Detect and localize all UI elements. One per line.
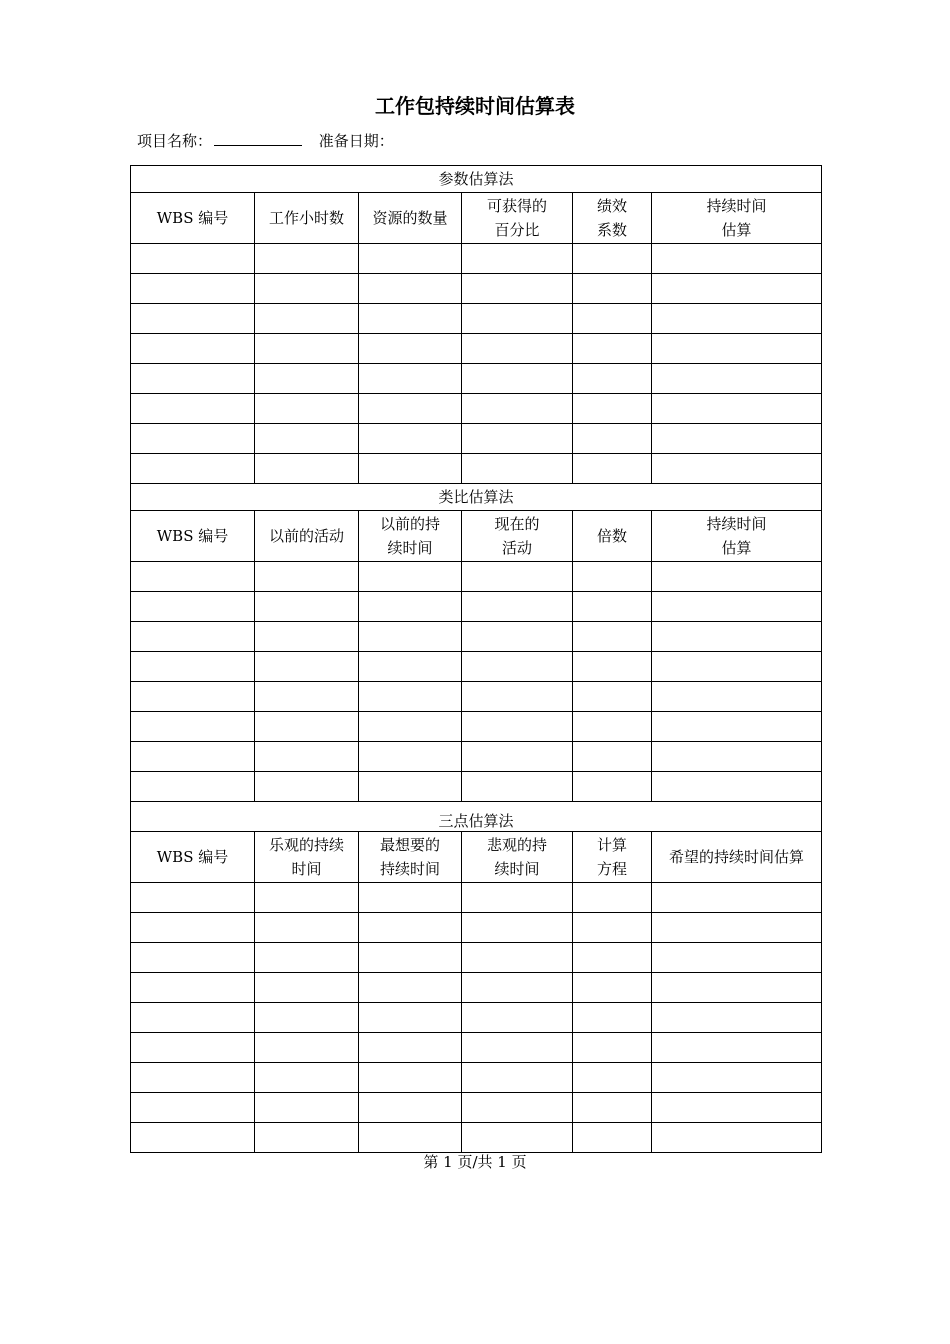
column-header-line: 续时间 [387, 539, 433, 557]
table-cell[interactable] [359, 1093, 462, 1123]
table-cell[interactable] [359, 943, 462, 973]
analogous-section-row [131, 484, 822, 511]
column-header-line: 可获得的 [486, 197, 547, 215]
table-cell[interactable] [255, 913, 359, 943]
section-title-text: 三点估算法 [438, 812, 514, 830]
table-row [131, 712, 822, 742]
table-row [131, 304, 822, 334]
table-cell[interactable] [131, 394, 255, 424]
table-row [131, 973, 822, 1003]
table-cell[interactable] [359, 274, 462, 304]
table-cell[interactable] [573, 943, 652, 973]
table-cell[interactable] [462, 334, 573, 364]
column-header [255, 832, 359, 883]
table-cell[interactable] [652, 394, 822, 424]
table-cell[interactable] [131, 772, 255, 802]
table-row [131, 943, 822, 973]
page-footer: 第 1 页/共 1 页 [423, 1153, 527, 1171]
table-cell[interactable] [359, 304, 462, 334]
table-cell[interactable] [255, 1033, 359, 1063]
column-header-line: 工作小时数 [268, 209, 344, 227]
section-title-text: 参数估算法 [438, 170, 514, 188]
table-row [131, 682, 822, 712]
table-cell[interactable] [255, 772, 359, 802]
parametric-header-row [131, 193, 822, 244]
table-cell[interactable] [255, 562, 359, 592]
table-cell[interactable] [573, 274, 652, 304]
table-cell[interactable] [131, 1033, 255, 1063]
table-cell[interactable] [462, 943, 573, 973]
table-cell[interactable] [255, 1123, 359, 1153]
table-cell[interactable] [131, 424, 255, 454]
table-cell[interactable] [462, 1033, 573, 1063]
table-cell[interactable] [255, 364, 359, 394]
table-cell[interactable] [131, 622, 255, 652]
project-name-label: 项目名称： [137, 132, 213, 150]
table-cell[interactable] [652, 883, 822, 913]
column-header-line: 持续时间 [706, 515, 767, 533]
table-cell[interactable] [462, 274, 573, 304]
table-cell[interactable] [359, 244, 462, 274]
table-cell[interactable] [131, 244, 255, 274]
table-cell[interactable] [359, 913, 462, 943]
table-cell[interactable] [131, 712, 255, 742]
column-header-line: 持续时间 [706, 197, 767, 215]
table-cell[interactable] [462, 883, 573, 913]
table-cell[interactable] [255, 394, 359, 424]
column-header [255, 511, 359, 562]
table-cell[interactable] [359, 682, 462, 712]
page-title: 工作包持续时间估算表 [375, 94, 575, 118]
table-row [131, 454, 822, 484]
table-row [131, 274, 822, 304]
column-header [652, 832, 822, 883]
parametric-section-title [131, 166, 822, 193]
table-cell[interactable] [652, 1063, 822, 1093]
table-cell[interactable] [255, 304, 359, 334]
table-cell[interactable] [573, 913, 652, 943]
table-cell[interactable] [255, 1093, 359, 1123]
table-cell[interactable] [573, 592, 652, 622]
table-cell[interactable] [652, 304, 822, 334]
table-cell[interactable] [652, 712, 822, 742]
table-cell[interactable] [573, 1093, 652, 1123]
table-cell[interactable] [573, 742, 652, 772]
section-title-text: 类比估算法 [438, 488, 514, 506]
column-header [131, 832, 255, 883]
table-row [131, 622, 822, 652]
table-cell[interactable] [255, 652, 359, 682]
column-header-line: 活动 [501, 539, 532, 557]
table-cell[interactable] [359, 652, 462, 682]
three-point-header-row [131, 832, 822, 883]
table-cell[interactable] [131, 682, 255, 712]
table-cell[interactable] [462, 244, 573, 274]
table-cell[interactable] [131, 454, 255, 484]
column-header [573, 832, 652, 883]
table-row [131, 394, 822, 424]
column-header [462, 193, 573, 244]
column-header [652, 511, 822, 562]
table-cell[interactable] [131, 334, 255, 364]
table-row [131, 1063, 822, 1093]
table-cell[interactable] [359, 424, 462, 454]
table-cell[interactable] [652, 592, 822, 622]
table-cell[interactable] [573, 1123, 652, 1153]
column-header-line: WBS 编号 [156, 848, 229, 866]
table-cell[interactable] [573, 244, 652, 274]
column-header-line: 计算 [596, 836, 627, 854]
table-cell[interactable] [652, 1093, 822, 1123]
column-header-line: 续时间 [494, 860, 540, 878]
table-cell[interactable] [255, 334, 359, 364]
column-header-line: 持续时间 [379, 860, 440, 878]
table-cell[interactable] [652, 772, 822, 802]
table-cell[interactable] [573, 454, 652, 484]
table-cell[interactable] [573, 652, 652, 682]
table-cell[interactable] [255, 274, 359, 304]
table-cell[interactable] [131, 1003, 255, 1033]
table-cell[interactable] [652, 454, 822, 484]
table-cell[interactable] [255, 712, 359, 742]
table-cell[interactable] [359, 394, 462, 424]
table-cell[interactable] [573, 682, 652, 712]
table-row [131, 1003, 822, 1033]
three-point-section-title [131, 802, 822, 832]
column-header-line: 乐观的持续 [268, 836, 344, 854]
column-header-line: 时间 [291, 860, 322, 878]
table-cell[interactable] [255, 244, 359, 274]
table-cell[interactable] [359, 742, 462, 772]
table-row [131, 913, 822, 943]
table-row [131, 1033, 822, 1063]
table-cell[interactable] [359, 712, 462, 742]
table-cell[interactable] [131, 1063, 255, 1093]
table-cell[interactable] [573, 1033, 652, 1063]
table-cell[interactable] [573, 712, 652, 742]
table-cell[interactable] [131, 304, 255, 334]
table-cell[interactable] [131, 274, 255, 304]
table-cell[interactable] [131, 1123, 255, 1153]
table-cell[interactable] [131, 973, 255, 1003]
table-cell[interactable] [652, 1033, 822, 1063]
table-cell[interactable] [359, 1003, 462, 1033]
table-cell[interactable] [462, 424, 573, 454]
three-point-section-row [131, 802, 822, 832]
table-row [131, 742, 822, 772]
table-cell[interactable] [462, 592, 573, 622]
table-cell[interactable] [652, 334, 822, 364]
table-cell[interactable] [652, 682, 822, 712]
table-cell[interactable] [359, 592, 462, 622]
table-cell[interactable] [131, 592, 255, 622]
table-cell[interactable] [652, 1123, 822, 1153]
table-cell[interactable] [255, 973, 359, 1003]
column-header-line: WBS 编号 [156, 209, 229, 227]
column-header-line: 百分比 [494, 221, 540, 239]
table-cell[interactable] [462, 454, 573, 484]
column-header-line: 资源的数量 [372, 209, 448, 227]
table-cell[interactable] [573, 364, 652, 394]
table-cell[interactable] [131, 943, 255, 973]
table-cell[interactable] [462, 1093, 573, 1123]
table-cell[interactable] [462, 652, 573, 682]
table-cell[interactable] [573, 772, 652, 802]
table-row [131, 883, 822, 913]
table-row [131, 772, 822, 802]
table-cell[interactable] [573, 883, 652, 913]
column-header [255, 193, 359, 244]
table-cell[interactable] [573, 394, 652, 424]
table-cell[interactable] [573, 304, 652, 334]
table-cell[interactable] [573, 1063, 652, 1093]
table-cell[interactable] [462, 913, 573, 943]
table-cell[interactable] [359, 454, 462, 484]
table-cell[interactable] [652, 274, 822, 304]
table-cell[interactable] [573, 424, 652, 454]
table-cell[interactable] [462, 1123, 573, 1153]
table-cell[interactable] [255, 943, 359, 973]
column-header-line: 估算 [721, 221, 752, 239]
table-cell[interactable] [652, 562, 822, 592]
column-header [359, 832, 462, 883]
column-header [652, 193, 822, 244]
table-cell[interactable] [652, 943, 822, 973]
table-cell[interactable] [462, 1063, 573, 1093]
table-cell[interactable] [131, 742, 255, 772]
column-header-line: 倍数 [596, 527, 627, 545]
table-cell[interactable] [255, 1063, 359, 1093]
table-row [131, 244, 822, 274]
table-row [131, 334, 822, 364]
column-header-line: 以前的持 [379, 515, 440, 533]
column-header-line: 希望的持续时间估算 [669, 848, 805, 866]
table-cell[interactable] [462, 712, 573, 742]
table-cell[interactable] [255, 682, 359, 712]
column-header-line: 估算 [721, 539, 752, 557]
column-header-line: 绩效 [596, 197, 627, 215]
table-cell[interactable] [359, 1123, 462, 1153]
table-cell[interactable] [131, 913, 255, 943]
table-cell[interactable] [462, 364, 573, 394]
table-cell[interactable] [359, 973, 462, 1003]
column-header [573, 193, 652, 244]
table-cell[interactable] [573, 973, 652, 1003]
table-cell[interactable] [652, 742, 822, 772]
table-cell[interactable] [255, 1003, 359, 1033]
table-cell[interactable] [359, 772, 462, 802]
table-cell[interactable] [255, 622, 359, 652]
table-row [131, 1123, 822, 1153]
table-cell[interactable] [359, 883, 462, 913]
parametric-section-row [131, 166, 822, 193]
column-header [131, 193, 255, 244]
table-cell[interactable] [462, 622, 573, 652]
column-header [131, 511, 255, 562]
table-cell[interactable] [462, 562, 573, 592]
table-cell[interactable] [131, 364, 255, 394]
form-meta [137, 130, 394, 152]
table-cell[interactable] [131, 1093, 255, 1123]
table-cell[interactable] [359, 622, 462, 652]
table-cell[interactable] [255, 592, 359, 622]
table-row [131, 1093, 822, 1123]
table-cell[interactable] [462, 304, 573, 334]
column-header [359, 193, 462, 244]
table-cell[interactable] [573, 1003, 652, 1033]
table-cell[interactable] [573, 562, 652, 592]
analogous-header-row [131, 511, 822, 562]
table-cell[interactable] [131, 562, 255, 592]
table-cell[interactable] [359, 334, 462, 364]
table-cell[interactable] [652, 652, 822, 682]
column-header-line: 现在的 [494, 515, 540, 533]
table-cell[interactable] [359, 1033, 462, 1063]
table-cell[interactable] [652, 364, 822, 394]
prepare-date-label: 准备日期： [318, 132, 394, 150]
analogous-section-title [131, 484, 822, 511]
project-name-field[interactable] [214, 131, 302, 146]
table-row [131, 562, 822, 592]
table-cell[interactable] [462, 973, 573, 1003]
column-header [359, 511, 462, 562]
table-cell[interactable] [573, 334, 652, 364]
estimate-table [130, 165, 822, 1153]
table-cell[interactable] [652, 424, 822, 454]
table-cell[interactable] [359, 1063, 462, 1093]
table-cell[interactable] [359, 562, 462, 592]
table-row [131, 652, 822, 682]
column-header-line: 以前的活动 [268, 527, 344, 545]
table-cell[interactable] [462, 742, 573, 772]
table-cell[interactable] [652, 913, 822, 943]
table-cell[interactable] [573, 622, 652, 652]
table-cell[interactable] [255, 742, 359, 772]
table-cell[interactable] [131, 652, 255, 682]
column-header-line: 系数 [596, 221, 627, 239]
table-row [131, 424, 822, 454]
table-cell[interactable] [359, 364, 462, 394]
table-cell[interactable] [462, 682, 573, 712]
table-cell[interactable] [652, 244, 822, 274]
table-cell[interactable] [131, 883, 255, 913]
column-header-line: 悲观的持 [486, 836, 547, 854]
table-cell[interactable] [255, 454, 359, 484]
column-header-line: 方程 [596, 860, 627, 878]
table-cell[interactable] [652, 622, 822, 652]
table-cell[interactable] [652, 1003, 822, 1033]
column-header [573, 511, 652, 562]
table-cell[interactable] [652, 973, 822, 1003]
table-row [131, 592, 822, 622]
table-cell[interactable] [255, 424, 359, 454]
column-header-line: WBS 编号 [156, 527, 229, 545]
column-header [462, 511, 573, 562]
column-header-line: 最想要的 [379, 836, 440, 854]
table-cell[interactable] [462, 772, 573, 802]
table-row [131, 364, 822, 394]
table-cell[interactable] [462, 394, 573, 424]
table-cell[interactable] [255, 883, 359, 913]
column-header [462, 832, 573, 883]
table-cell[interactable] [462, 1003, 573, 1033]
